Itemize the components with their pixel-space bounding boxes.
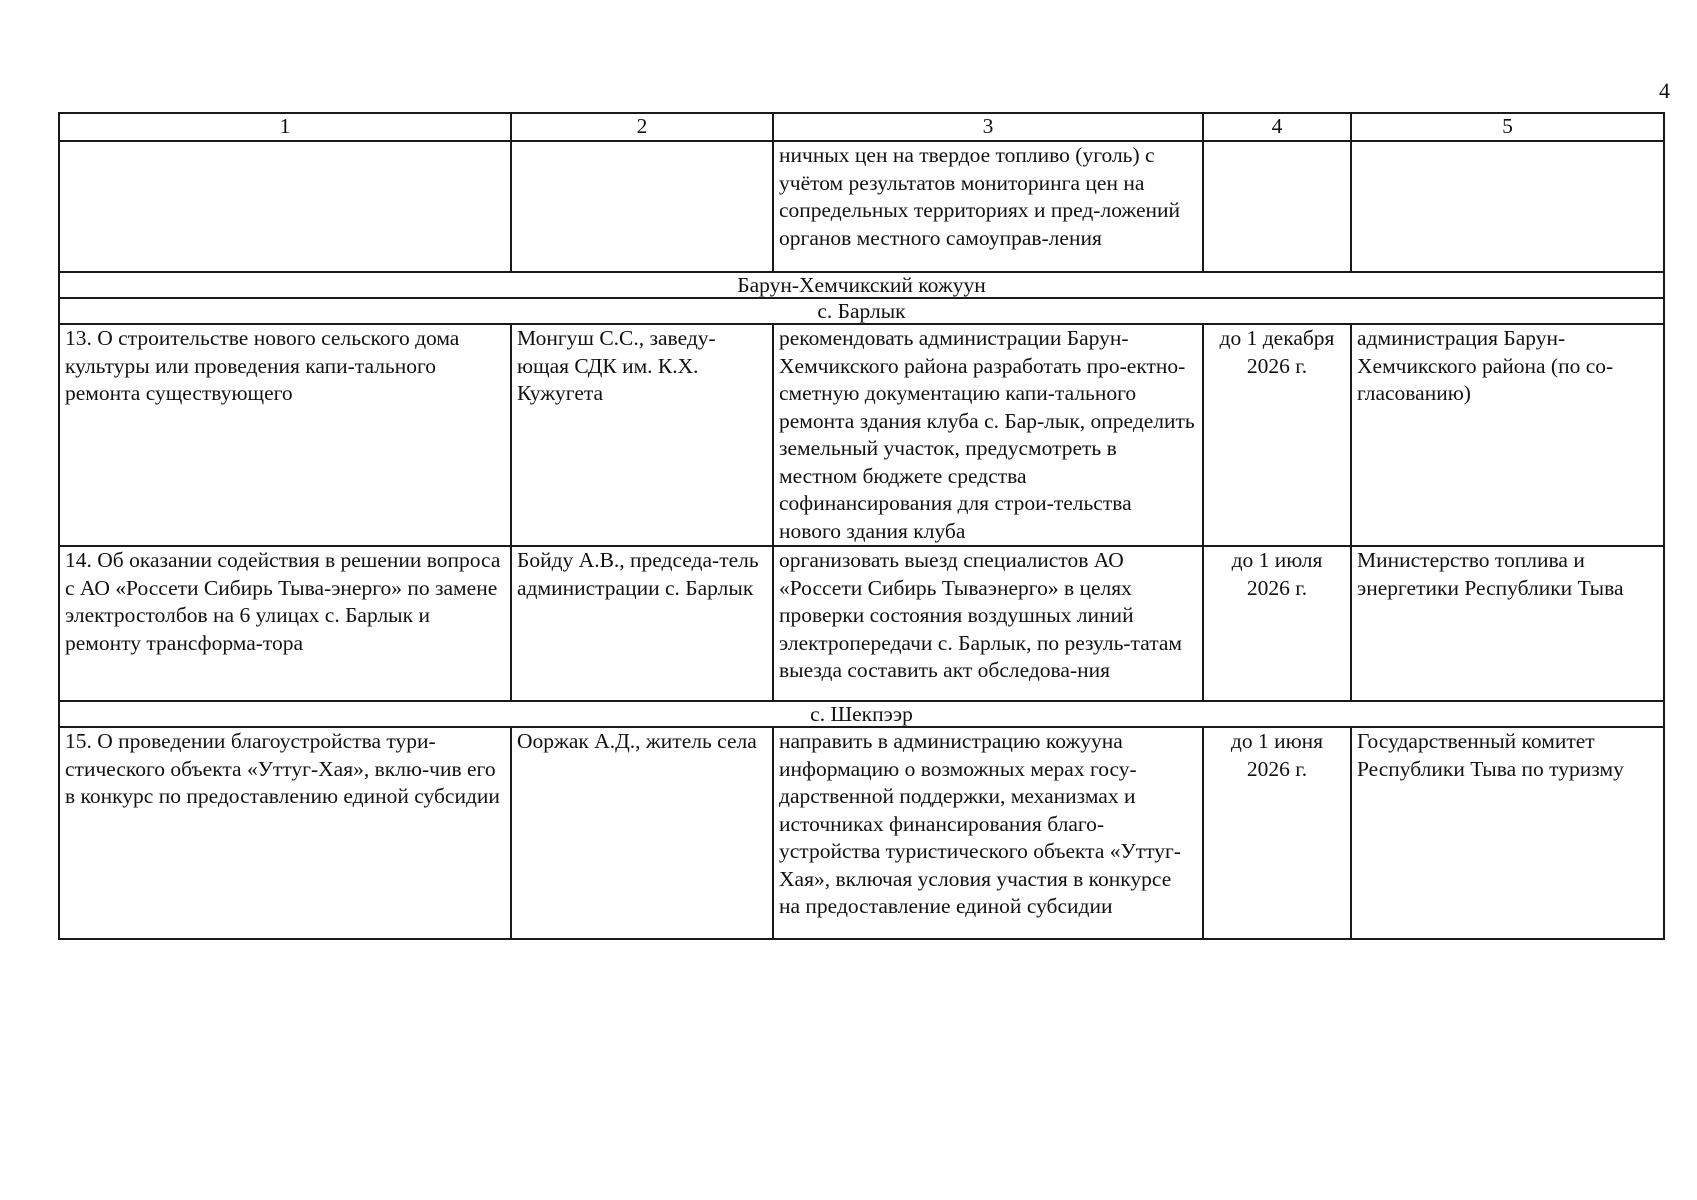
cell-responsible: Министерство топлива и энергетики Республики Тыва (1351, 546, 1664, 701)
cell-decision: направить в администрацию кожууна информацию о возможных мерах госу-дарственной поддержки, механизмах и источниках финансирования благо-устройства туристического объекта «Уттуг-Хая», включая условия участия в конкурсе на предоставление единой субсидии (773, 727, 1203, 939)
column-number-4: 4 (1203, 113, 1351, 141)
decisions-table (58, 112, 1665, 940)
table-row-14 (59, 546, 1664, 701)
table-row-13 (59, 324, 1664, 546)
cell-deadline: до 1 июня 2026 г. (1203, 727, 1351, 939)
column-number-5: 5 (1351, 113, 1664, 141)
cell-topic: 15. О проведении благоустройства тури-стического объекта «Уттуг-Хая», вклю-чив его в конкурс по предоставлению единой субсидии (59, 727, 511, 939)
table-row-continuation (59, 141, 1664, 272)
cell-initiator: Бойду А.В., председа-тель администрации с. Барлык (511, 546, 773, 701)
cell-initiator: Ооржак А.Д., житель села (511, 727, 773, 939)
section-row-village (59, 701, 1664, 727)
column-number-1: 1 (59, 113, 511, 141)
column-number-3: 3 (773, 113, 1203, 141)
table-row-15 (59, 727, 1664, 939)
cell-topic (59, 141, 511, 272)
cell-responsible: Государственный комитет Республики Тыва по туризму (1351, 727, 1664, 939)
district-heading: Барун-Хемчикский кожуун (59, 272, 1664, 298)
cell-deadline: до 1 июля 2026 г. (1203, 546, 1351, 701)
cell-initiator (511, 141, 773, 272)
cell-decision: организовать выезд специалистов АО «Россети Сибирь Тываэнерго» в целях проверки состояния воздушных линий электропередачи с. Барлык, по резуль-татам выезда составить акт обследова-ния (773, 546, 1203, 701)
cell-responsible: администрация Барун-Хемчикского района (по со-гласованию) (1351, 324, 1664, 546)
cell-responsible (1351, 141, 1664, 272)
cell-decision: рекомендовать администрации Барун-Хемчикского района разработать про-ектно-сметную документацию капи-тального ремонта здания клуба с. Бар-лык, определить земельный участок, предусмотреть в местном бюджете средства софинансирования для строи-тельства нового здания клуба (773, 324, 1203, 546)
cell-topic: 14. Об оказании содействия в решении вопроса с АО «Россети Сибирь Тыва-энерго» по замене электростолбов на 6 улицах с. Барлык и ремонту трансформа-тора (59, 546, 511, 701)
page-number: 4 (1659, 78, 1670, 103)
cell-topic: 13. О строительстве нового сельского дома культуры или проведения капи-тального ремонта существующего (59, 324, 511, 546)
column-number-2: 2 (511, 113, 773, 141)
section-row-village (59, 298, 1664, 324)
cell-initiator: Монгуш С.С., заведу-ющая СДК им. К.Х. Кужугета (511, 324, 773, 546)
section-row-district (59, 272, 1664, 298)
village-heading-barlyk: с. Барлык (59, 298, 1664, 324)
village-heading-shekpeer: с. Шекпээр (59, 701, 1664, 727)
cell-deadline: до 1 декабря 2026 г. (1203, 324, 1351, 546)
cell-deadline (1203, 141, 1351, 272)
cell-decision: ничных цен на твердое топливо (уголь) с учётом результатов мониторинга цен на сопредельных территориях и пред-ложений органов местного самоуправ-ления (773, 141, 1203, 272)
column-number-row (59, 113, 1664, 141)
